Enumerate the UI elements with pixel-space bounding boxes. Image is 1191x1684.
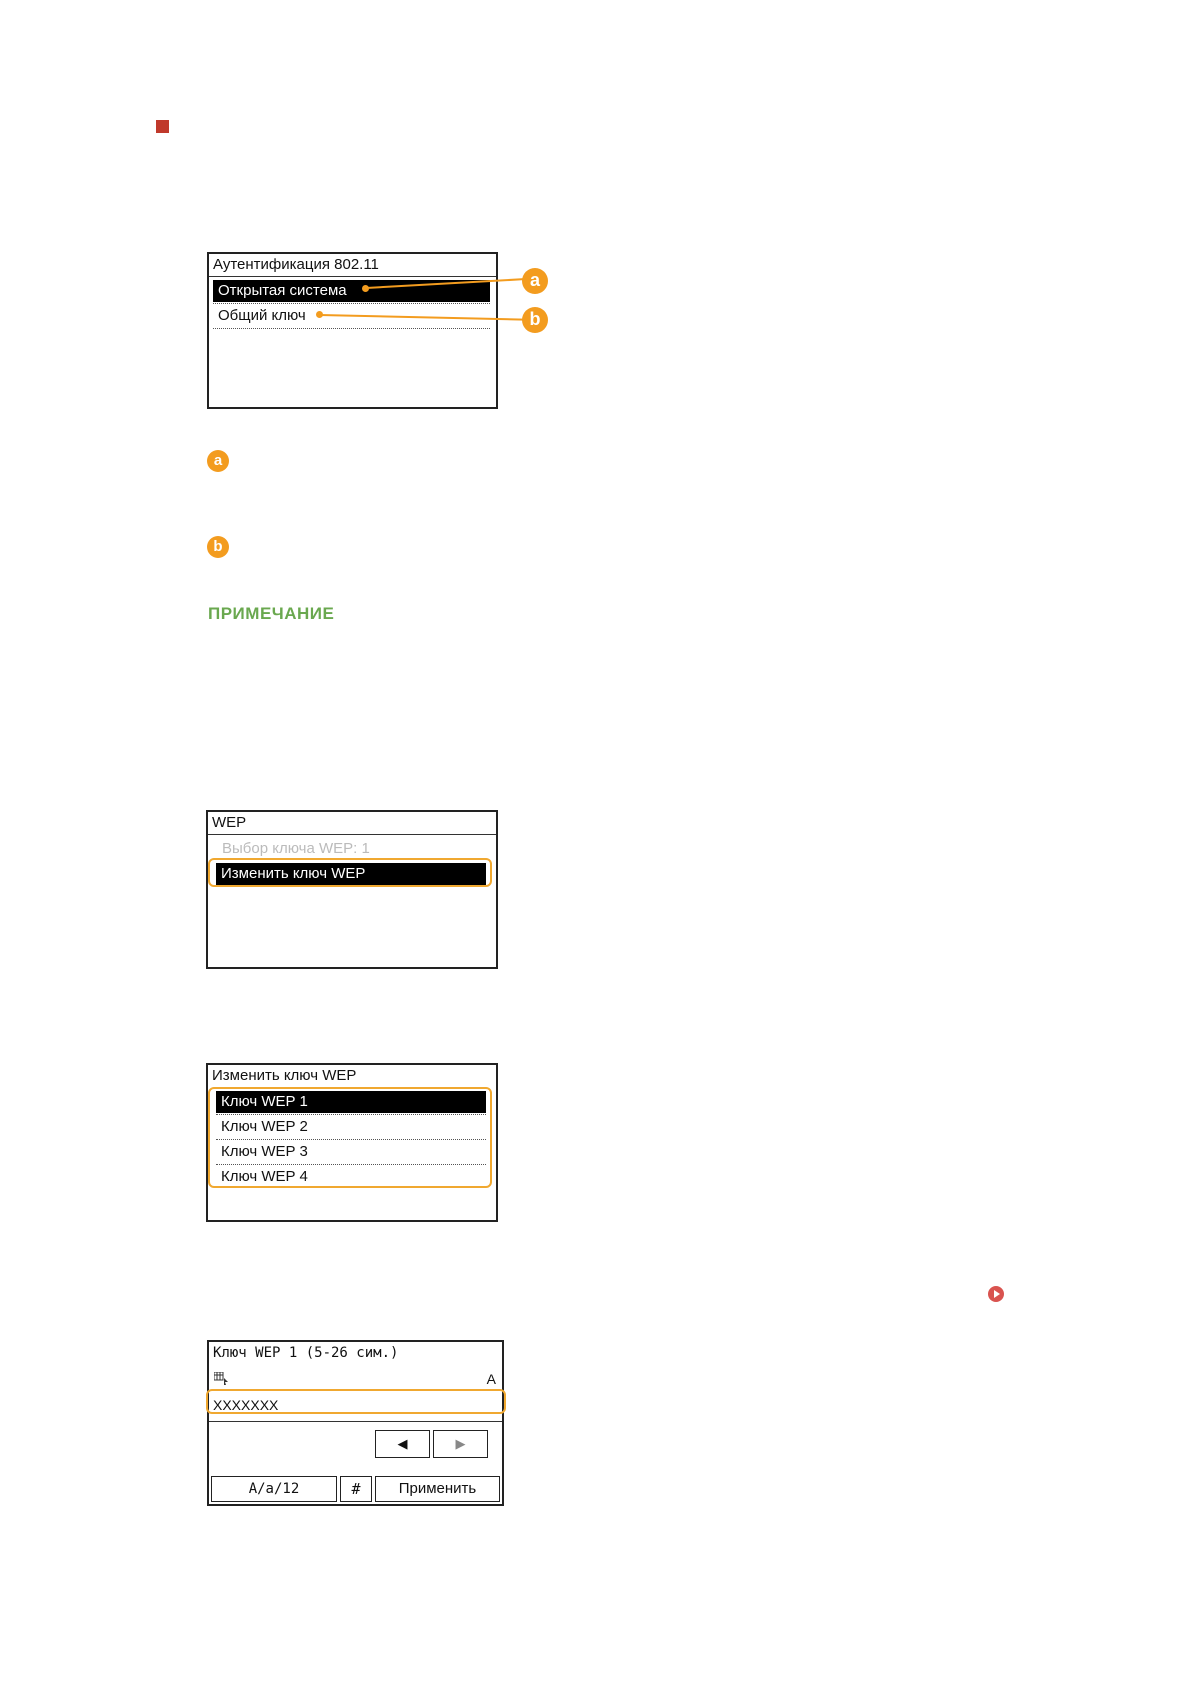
note-heading: ПРИМЕЧАНИЕ [208, 604, 335, 623]
option-open-system[interactable]: Открытая система [213, 280, 490, 302]
link-arrow-icon[interactable] [988, 1286, 1004, 1302]
input-mode-button[interactable]: A/a/12 [211, 1476, 337, 1502]
callout-badge-a: a [522, 268, 548, 294]
lcd-screen-authentication [207, 252, 498, 409]
wep-key-input[interactable]: XXXXXXX [213, 1397, 279, 1413]
screen-title: Ключ WEP 1 (5-26 сим.) [213, 1345, 399, 1361]
option-edit-wep-key[interactable]: Изменить ключ WEP [216, 863, 486, 885]
option-shared-key[interactable]: Общий ключ [218, 307, 306, 324]
option-wep-key-3[interactable]: Ключ WEP 3 [221, 1143, 308, 1160]
keyboard-cursor-icon [214, 1372, 228, 1384]
highlight-frame [206, 1389, 506, 1414]
highlight-frame [208, 1087, 492, 1188]
option-select-wep-key[interactable]: Выбор ключа WEP: 1 [222, 840, 370, 857]
cursor-right-button[interactable]: ▶ [433, 1430, 488, 1458]
screen-title: Изменить ключ WEP [212, 1067, 357, 1084]
option-wep-key-1[interactable]: Ключ WEP 1 [216, 1091, 486, 1113]
section-bullet-icon [156, 120, 169, 133]
cursor-left-button[interactable]: ◀ [375, 1430, 430, 1458]
option-wep-key-4[interactable]: Ключ WEP 4 [221, 1168, 308, 1185]
apply-button[interactable]: Применить [375, 1476, 500, 1502]
option-wep-key-2[interactable]: Ключ WEP 2 [221, 1118, 308, 1135]
lcd-screen-wep-key-input [207, 1340, 504, 1506]
hash-button[interactable]: # [340, 1476, 372, 1502]
marker-a-icon: a [207, 450, 229, 472]
input-mode-indicator: A [486, 1371, 496, 1387]
callout-badge-b: b [522, 307, 548, 333]
screen-title: WEP [212, 814, 247, 831]
lcd-screen-wep [206, 810, 498, 969]
marker-b-icon: b [207, 536, 229, 558]
screen-title: Аутентификация 802.11 [213, 256, 379, 273]
highlight-frame [208, 858, 492, 887]
